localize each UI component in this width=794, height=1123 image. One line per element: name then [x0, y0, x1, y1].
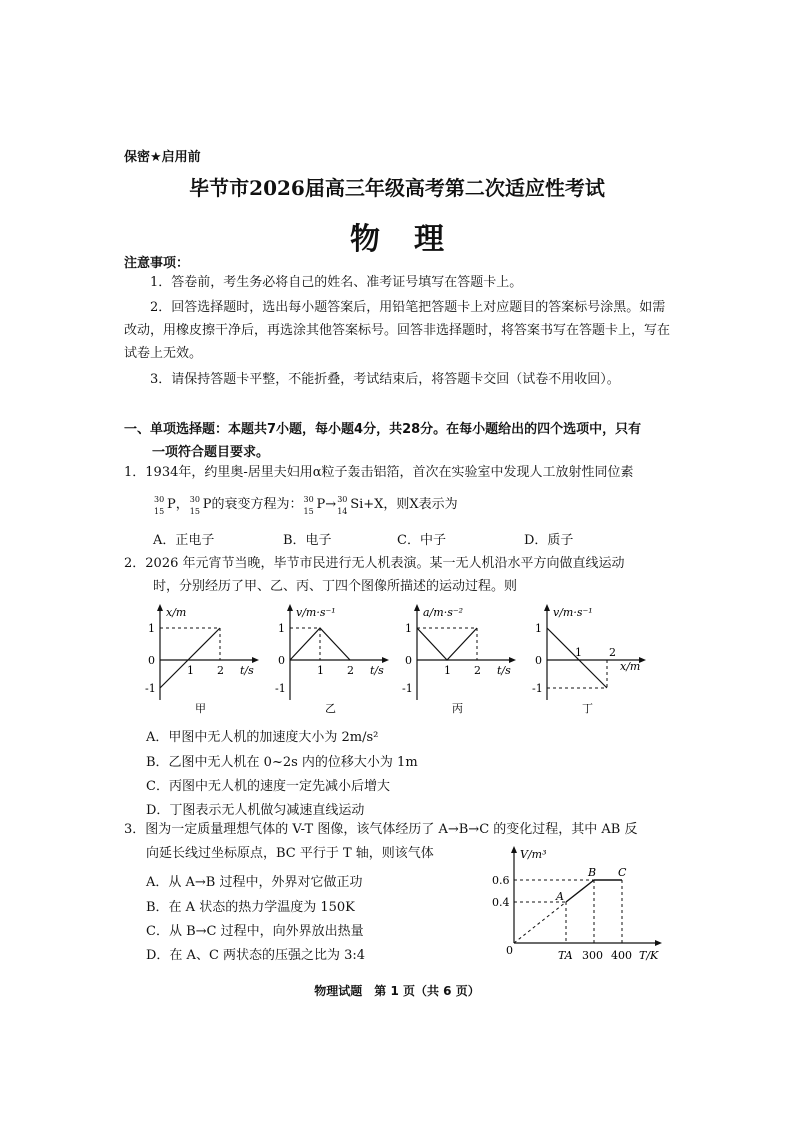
x-axis-label: t/s — [370, 664, 384, 677]
tick-label: -1 — [275, 682, 286, 695]
tick-label: 300 — [582, 949, 603, 962]
y-axis-label: a/m·s⁻² — [423, 606, 464, 619]
nuclide-p30 — [154, 494, 176, 516]
q2-option-a: A．甲图中无人机的加速度大小为 2m/s² — [146, 730, 379, 745]
y-axis-arrow — [287, 604, 293, 611]
q1-option-d: D．质子 — [524, 533, 574, 548]
element-symbol: P — [202, 497, 212, 512]
q1-stem-line2 — [153, 494, 458, 516]
section-heading-line1: 一、单项选择题：本题共7小题，每小题4分，共28分。在每小题给出的四个选项中，只有 — [124, 422, 642, 437]
x-axis-label: t/s — [240, 664, 254, 677]
tick-label: 2 — [609, 646, 616, 659]
graph-line — [160, 628, 220, 688]
confidential-label: 保密★启用前 — [124, 150, 201, 165]
tick-label: -1 — [532, 682, 543, 695]
x-axis-label: T/K — [639, 949, 659, 962]
element-symbol: Si — [350, 497, 364, 512]
notes-heading: 注意事项： — [124, 256, 190, 271]
graph-ding — [527, 600, 652, 715]
x-axis-arrow — [252, 657, 259, 663]
y-axis-label: x/m — [166, 606, 187, 619]
charge-number: 15 — [189, 507, 200, 516]
tick-label: 0 — [278, 654, 285, 667]
tick-label: 0.6 — [492, 874, 510, 887]
point-label-a: A — [556, 890, 564, 903]
tick-label: 1 — [278, 622, 285, 635]
tick-label: 0 — [535, 654, 542, 667]
q3-stem-line1: 3．图为一定质量理想气体的 V-T 图像，该气体经历了 A→B→C 的变化过程，其中 AB 反 — [124, 822, 638, 837]
q3-option-d: D．在 A、C 两状态的压强之比为 3:4 — [146, 948, 366, 963]
note-item-1: 1．答卷前，考生务必将自己的姓名、准考证号填写在答题卡上。 — [150, 275, 523, 290]
tick-label: 2 — [474, 664, 481, 677]
graph-line — [417, 628, 477, 660]
separator: ， — [175, 497, 189, 512]
process-ab — [566, 880, 594, 902]
y-axis-label: v/m·s⁻¹ — [553, 606, 593, 619]
point-label-c: C — [618, 866, 627, 879]
q1-option-b: B．电子 — [283, 533, 332, 548]
tick-label: 0.4 — [492, 896, 510, 909]
tick-label: 1 — [187, 664, 194, 677]
point-label-b: B — [588, 866, 597, 879]
note-item-2: 2．回答选择题时，选出每小题答案后，用铅笔把答题卡上对应题目的答案标号涂黑。如需改动，用橡皮擦干净后，再选涂其他答案标号。回答非选择题时，将答案书写在答题卡上，写在试卷上无效。 — [124, 300, 671, 361]
x-axis-label: t/s — [497, 664, 511, 677]
q3-stem-line2: 向延长线过坐标原点，BC 平行于 T 轴，则该气体 — [146, 846, 434, 861]
tick-label: 0 — [405, 654, 412, 667]
graph-caption: 甲 — [195, 702, 206, 715]
x-axis-arrow — [655, 940, 662, 946]
origin-label: 0 — [506, 944, 513, 957]
tick-label: 2 — [217, 664, 224, 677]
q1-option-a: A．正电子 — [153, 533, 215, 548]
graph-yi — [270, 600, 395, 715]
y-axis-arrow — [544, 604, 550, 611]
tick-label: -1 — [145, 682, 156, 695]
tick-label: -1 — [402, 682, 413, 695]
charge-number: 15 — [303, 507, 314, 516]
x-axis-arrow — [509, 657, 516, 663]
nuclide-p30 — [303, 494, 326, 516]
tick-label: 2 — [347, 664, 354, 677]
note-item-3: 3．请保持答题卡平整，不能折叠，考试结束后，将答题卡交回（试卷不用收回）。 — [150, 372, 620, 387]
q2-stem-line2: 时，分别经历了甲、乙、丙、丁四个图像所描述的运动过程。则 — [153, 579, 518, 594]
section-heading-line2: 一项符合题目要求。 — [152, 445, 270, 460]
q2-option-d: D．丁图表示无人机做匀减速直线运动 — [146, 803, 365, 818]
plus-x: +X — [363, 497, 384, 512]
q2-stem-line1: 2．2026 年元宵节当晚，毕节市民进行无人机表演。某一无人机沿水平方向做直线运动 — [124, 556, 625, 571]
nuclide-si30 — [337, 494, 364, 516]
q1-tail: ，则X表示为 — [383, 497, 458, 512]
q3-option-a: A．从 A→B 过程中，外界对它做正功 — [146, 875, 363, 890]
tick-label: 1 — [405, 622, 412, 635]
vt-graph — [490, 840, 670, 965]
q2-option-b: B．乙图中无人机在 0~2s 内的位移大小为 1m — [146, 755, 418, 770]
q1-stem-line1: 1．1934年，约里奥-居里夫妇用α粒子轰击铝箔，首次在实验室中发现人工放射性同位素 — [124, 465, 634, 480]
q3-option-c: C．从 B→C 过程中，向外界放出热量 — [146, 924, 364, 939]
charge-number: 15 — [154, 507, 165, 516]
tick-label: 1 — [444, 664, 451, 677]
q3-option-b: B．在 A 状态的热力学温度为 150K — [146, 900, 355, 915]
arrow: → — [325, 497, 337, 512]
page-footer: 物理试题 第 1 页（共 6 页） — [314, 984, 480, 998]
y-axis-arrow — [511, 846, 517, 853]
graph-caption: 乙 — [325, 702, 336, 715]
extension-line — [514, 902, 566, 943]
y-axis-label: v/m·s⁻¹ — [296, 606, 336, 619]
graph-jia — [140, 600, 265, 715]
tick-label: 1 — [575, 646, 582, 659]
subject-title: 物理 — [350, 222, 478, 257]
decay-text: 的衰变方程为： — [211, 497, 303, 512]
charge-number: 14 — [337, 507, 348, 516]
y-axis-arrow — [157, 604, 163, 611]
element-symbol: P — [316, 497, 326, 512]
graph-caption: 丁 — [582, 702, 593, 715]
exam-title: 毕节市2026届高三年级高考第二次适应性考试 — [189, 176, 605, 200]
nuclide-p30 — [189, 494, 212, 516]
graph-bing — [397, 600, 522, 715]
mass-number: 30 — [337, 495, 348, 504]
q2-option-c: C．丙图中无人机的速度一定先减小后增大 — [146, 779, 390, 794]
tick-label: TA — [558, 949, 573, 962]
mass-number: 30 — [303, 495, 314, 504]
element-symbol: P — [167, 497, 176, 512]
graph-line — [290, 628, 350, 660]
y-axis-label: V/m³ — [520, 848, 547, 861]
tick-label: 1 — [148, 622, 155, 635]
graph-caption: 丙 — [452, 702, 463, 715]
tick-label: 1 — [317, 664, 324, 677]
mass-number: 30 — [189, 495, 200, 504]
x-axis-arrow — [382, 657, 389, 663]
x-axis-label: x/m — [620, 660, 641, 673]
tick-label: 1 — [535, 622, 542, 635]
q1-option-c: C．中子 — [397, 533, 446, 548]
tick-label: 0 — [148, 654, 155, 667]
tick-label: 400 — [611, 949, 632, 962]
y-axis-arrow — [414, 604, 420, 611]
mass-number: 30 — [154, 495, 165, 504]
